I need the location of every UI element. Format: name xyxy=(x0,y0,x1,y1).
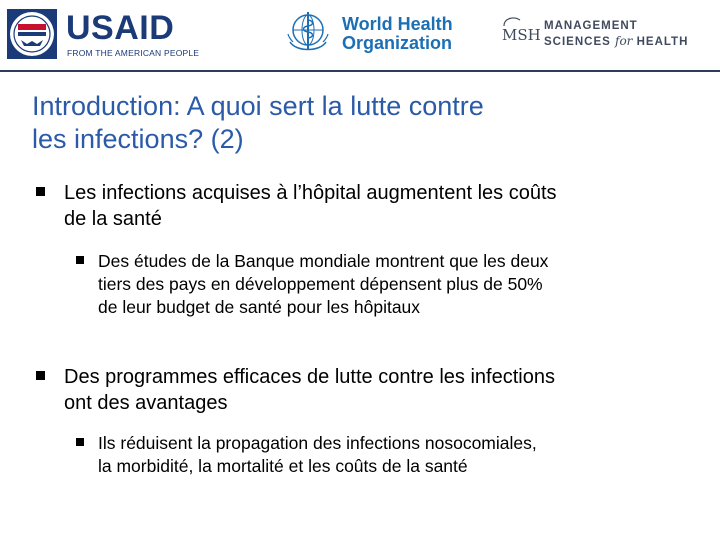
usaid-logo xyxy=(6,8,200,60)
slide-title-line: les infections? (2) xyxy=(32,124,244,154)
square-bullet-icon xyxy=(36,187,45,196)
sub-bullet-item xyxy=(76,432,676,478)
slide-title xyxy=(32,90,692,156)
square-bullet-icon xyxy=(76,256,84,264)
usaid-tagline: FROM THE AMERICAN PEOPLE xyxy=(67,48,200,58)
square-bullet-icon xyxy=(76,438,84,446)
sub-bullet-item xyxy=(76,250,676,319)
header-divider xyxy=(0,70,720,72)
usaid-seal-icon xyxy=(6,8,58,60)
bullet-item xyxy=(36,364,676,416)
msh-name-line-1: MANAGEMENT xyxy=(544,20,638,32)
msh-name-line-2: SCIENCES for HEALTH xyxy=(544,34,689,48)
bullet-item xyxy=(36,180,676,232)
square-bullet-icon xyxy=(36,371,45,380)
sub-bullet-text: Ils réduisent la propagation des infections nosocomiales, la morbidité, la mortalité et les coûts de la santé xyxy=(98,433,537,476)
bullet-text: Les infections acquises à l’hôpital augmentent les coûts de la santé xyxy=(64,182,557,230)
usaid-wordmark: USAID xyxy=(66,9,175,47)
msh-logo xyxy=(500,8,710,58)
slide-title-line: Introduction: A quoi sert la lutte contre xyxy=(32,91,484,121)
msh-mark-icon xyxy=(500,12,544,52)
who-emblem-icon xyxy=(286,8,330,56)
who-name-line-1: World Health xyxy=(342,14,453,34)
sub-bullet-text: Des études de la Banque mondiale montrent que les deux tiers des pays en développement dépensent plus de 50% de leur budget de santé pour les hôpitaux xyxy=(98,251,549,317)
svg-text:MSH: MSH xyxy=(502,26,541,44)
who-name-line-2: Organization xyxy=(342,33,453,53)
logo-bar xyxy=(0,0,720,66)
bullet-text: Des programmes efficaces de lutte contre les infections ont des avantages xyxy=(64,366,555,414)
who-logo xyxy=(284,8,453,58)
